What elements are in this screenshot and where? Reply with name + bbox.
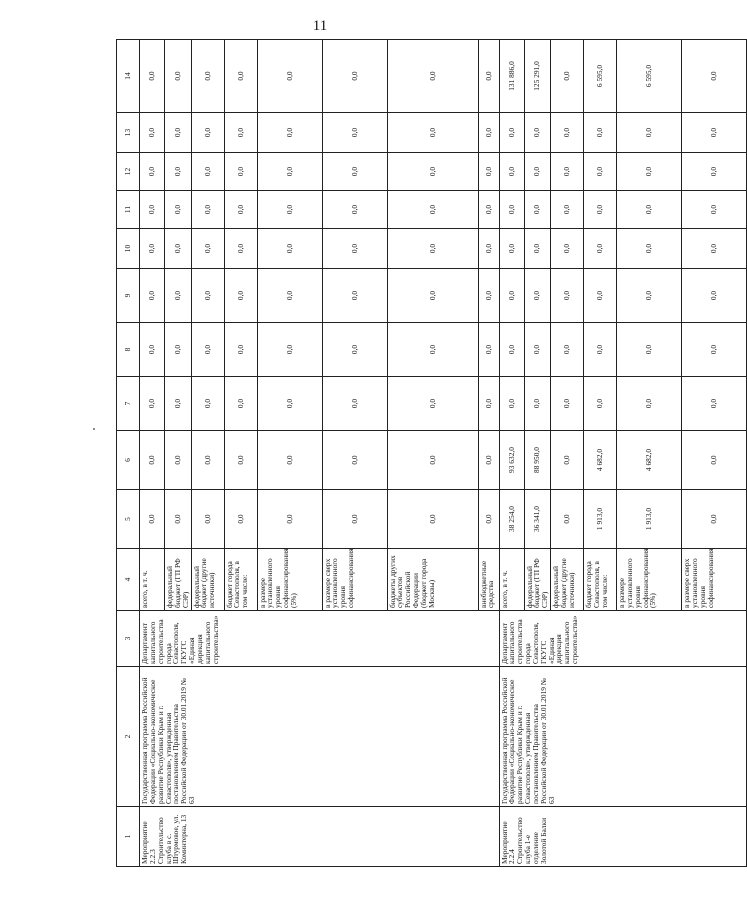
funding-source-cell: в размере установленного уровня софинансирования (5%): [617, 549, 682, 611]
budget-table: [116, 39, 747, 867]
value-cell: 0,0: [165, 431, 192, 490]
value-cell: 0,0: [191, 490, 224, 549]
program-cell: Государственная программа Российской Федерации «Социально-экономическое развитие Республики Крым и г. Севастополя», утвержденная постановлением Правительства Российской Федерации от 30.01.2019 № 63: [499, 667, 747, 807]
value-cell: 0,0: [551, 323, 584, 377]
value-cell: 0,0: [617, 377, 682, 431]
value-cell: 0,0: [387, 377, 478, 431]
value-cell: 0,0: [478, 113, 499, 153]
value-cell: 0,0: [682, 377, 747, 431]
funding-source-cell: федеральный бюджет (ГП РФ СЭР): [165, 549, 192, 611]
value-cell: 0,0: [584, 229, 617, 269]
value-cell: 0,0: [257, 40, 322, 113]
column-header: 11: [117, 191, 140, 229]
value-cell: 0,0: [191, 377, 224, 431]
value-cell: 0,0: [617, 269, 682, 323]
value-cell: 0,0: [682, 153, 747, 191]
value-cell: 1 913,0: [584, 490, 617, 549]
value-cell: 0,0: [165, 191, 192, 229]
value-cell: 0,0: [224, 229, 257, 269]
value-cell: 0,0: [524, 377, 551, 431]
value-cell: 0,0: [682, 431, 747, 490]
funding-source-cell: федеральный бюджет (другие источники): [551, 549, 584, 611]
value-cell: 0,0: [499, 269, 524, 323]
value-cell: 0,0: [322, 377, 387, 431]
value-cell: 0,0: [387, 113, 478, 153]
value-cell: 0,0: [584, 269, 617, 323]
value-cell: 0,0: [499, 153, 524, 191]
value-cell: 0,0: [551, 153, 584, 191]
value-cell: 0,0: [551, 229, 584, 269]
table-row: [140, 40, 165, 867]
value-cell: 0,0: [524, 229, 551, 269]
value-cell: 0,0: [322, 113, 387, 153]
column-header: 4: [117, 549, 140, 611]
value-cell: 0,0: [224, 40, 257, 113]
value-cell: 0,0: [617, 191, 682, 229]
value-cell: 0,0: [165, 269, 192, 323]
value-cell: 0,0: [257, 490, 322, 549]
value-cell: 0,0: [584, 191, 617, 229]
column-header: 2: [117, 667, 140, 807]
value-cell: 0,0: [478, 269, 499, 323]
value-cell: 0,0: [224, 191, 257, 229]
value-cell: 0,0: [191, 40, 224, 113]
value-cell: 0,0: [140, 377, 165, 431]
funding-source-cell: всего, в т. ч.: [499, 549, 524, 611]
value-cell: 0,0: [478, 490, 499, 549]
value-cell: 0,0: [478, 229, 499, 269]
value-cell: 0,0: [140, 229, 165, 269]
value-cell: 0,0: [551, 113, 584, 153]
value-cell: 0,0: [257, 113, 322, 153]
value-cell: 0,0: [524, 153, 551, 191]
value-cell: 0,0: [140, 323, 165, 377]
value-cell: 0,0: [617, 113, 682, 153]
value-cell: 0,0: [165, 229, 192, 269]
column-header: 1: [117, 807, 140, 867]
value-cell: 0,0: [322, 40, 387, 113]
value-cell: 0,0: [682, 191, 747, 229]
value-cell: 0,0: [165, 323, 192, 377]
value-cell: 0,0: [191, 191, 224, 229]
value-cell: 0,0: [140, 490, 165, 549]
executor-cell: Департамент капитального строительства города Севастополя, ГКУГС «Единая дирекция капитального строительства»: [140, 611, 500, 667]
column-header: 12: [117, 153, 140, 191]
value-cell: 0,0: [387, 191, 478, 229]
funding-source-cell: бюджет города Севастополя, в том числе:: [584, 549, 617, 611]
value-cell: 0,0: [551, 191, 584, 229]
value-cell: 0,0: [322, 323, 387, 377]
value-cell: 0,0: [617, 153, 682, 191]
value-cell: 0,0: [478, 153, 499, 191]
value-cell: 0,0: [257, 377, 322, 431]
value-cell: 0,0: [551, 377, 584, 431]
value-cell: 0,0: [524, 269, 551, 323]
value-cell: 0,0: [387, 153, 478, 191]
value-cell: 93 632,0: [499, 431, 524, 490]
table-row: [499, 40, 524, 867]
value-cell: 0,0: [140, 431, 165, 490]
funding-source-cell: бюджеты других субъектов Российской Федерации (бюджет города Москвы): [387, 549, 478, 611]
value-cell: 0,0: [140, 153, 165, 191]
funding-source-cell: бюджет города Севастополя, в том числе:: [224, 549, 257, 611]
value-cell: 0,0: [322, 191, 387, 229]
value-cell: 0,0: [617, 229, 682, 269]
value-cell: 38 254,0: [499, 490, 524, 549]
value-cell: 0,0: [524, 191, 551, 229]
header-row: [117, 40, 140, 867]
value-cell: 0,0: [322, 431, 387, 490]
value-cell: 0,0: [224, 269, 257, 323]
value-cell: 0,0: [140, 191, 165, 229]
value-cell: 0,0: [387, 229, 478, 269]
value-cell: 0,0: [224, 377, 257, 431]
scan-speck: [93, 428, 95, 430]
value-cell: 0,0: [191, 431, 224, 490]
column-header: 8: [117, 323, 140, 377]
value-cell: 0,0: [165, 113, 192, 153]
value-cell: 0,0: [257, 229, 322, 269]
value-cell: 0,0: [682, 323, 747, 377]
value-cell: 0,0: [682, 229, 747, 269]
value-cell: 0,0: [499, 323, 524, 377]
funding-source-cell: внебюджетные средства: [478, 549, 499, 611]
event-cell: Мероприятие 2.2.3 Строительство клуба в с. Штурмовое, ул. Коминтерна, 13: [140, 807, 500, 867]
value-cell: 0,0: [224, 153, 257, 191]
value-cell: 6 595,0: [584, 40, 617, 113]
value-cell: 0,0: [584, 153, 617, 191]
funding-source-cell: в размере установленного уровня софинансирования (5%): [257, 549, 322, 611]
value-cell: 0,0: [682, 113, 747, 153]
value-cell: 0,0: [191, 269, 224, 323]
value-cell: 0,0: [524, 323, 551, 377]
value-cell: 4 682,0: [617, 431, 682, 490]
value-cell: 0,0: [191, 113, 224, 153]
value-cell: 131 886,0: [499, 40, 524, 113]
value-cell: 0,0: [257, 323, 322, 377]
value-cell: 0,0: [224, 431, 257, 490]
value-cell: 0,0: [191, 229, 224, 269]
value-cell: 125 291,0: [524, 40, 551, 113]
value-cell: 0,0: [165, 377, 192, 431]
value-cell: 0,0: [478, 191, 499, 229]
value-cell: 0,0: [387, 323, 478, 377]
funding-source-cell: федеральный бюджет (ГП РФ СЭР): [524, 549, 551, 611]
column-header: 6: [117, 431, 140, 490]
value-cell: 0,0: [551, 40, 584, 113]
table-body: [140, 40, 747, 867]
column-header: 9: [117, 269, 140, 323]
value-cell: 0,0: [584, 323, 617, 377]
funding-source-cell: в размере сверх установленного уровня софинансирования: [322, 549, 387, 611]
program-cell: Государственная программа Российской Федерации «Социально-экономическое развитие Республики Крым и г. Севастополя», утвержденная постановлением Правительства Российской Федерации от 30.01.2019 № 63: [140, 667, 500, 807]
value-cell: 0,0: [524, 113, 551, 153]
value-cell: 0,0: [322, 490, 387, 549]
value-cell: 0,0: [478, 40, 499, 113]
value-cell: 0,0: [257, 431, 322, 490]
rotated-table-container: [116, 40, 719, 867]
value-cell: 0,0: [387, 40, 478, 113]
value-cell: 0,0: [224, 490, 257, 549]
value-cell: 0,0: [140, 113, 165, 153]
value-cell: 0,0: [499, 377, 524, 431]
value-cell: 0,0: [224, 323, 257, 377]
value-cell: 4 682,0: [584, 431, 617, 490]
value-cell: 0,0: [499, 113, 524, 153]
value-cell: 0,0: [478, 377, 499, 431]
column-header: 10: [117, 229, 140, 269]
value-cell: 0,0: [257, 269, 322, 323]
value-cell: 1 913,0: [617, 490, 682, 549]
value-cell: 0,0: [551, 269, 584, 323]
value-cell: 0,0: [682, 269, 747, 323]
value-cell: 0,0: [257, 153, 322, 191]
value-cell: 0,0: [224, 113, 257, 153]
value-cell: 0,0: [140, 40, 165, 113]
value-cell: 0,0: [584, 113, 617, 153]
executor-cell: Департамент капитального строительства города Севастополя, ГКУГС «Единая дирекция капитального строительства»: [499, 611, 747, 667]
value-cell: 0,0: [165, 153, 192, 191]
value-cell: 0,0: [478, 323, 499, 377]
value-cell: 0,0: [551, 490, 584, 549]
funding-source-cell: федеральный бюджет (другие источники): [191, 549, 224, 611]
value-cell: 0,0: [387, 490, 478, 549]
value-cell: 0,0: [165, 40, 192, 113]
value-cell: 0,0: [165, 490, 192, 549]
value-cell: 0,0: [140, 269, 165, 323]
value-cell: 0,0: [191, 153, 224, 191]
column-header: 14: [117, 40, 140, 113]
value-cell: 0,0: [499, 229, 524, 269]
column-header: 5: [117, 490, 140, 549]
value-cell: 0,0: [257, 191, 322, 229]
value-cell: 0,0: [191, 323, 224, 377]
value-cell: 0,0: [682, 490, 747, 549]
value-cell: 0,0: [387, 431, 478, 490]
value-cell: 0,0: [322, 229, 387, 269]
page-number: 11: [312, 18, 328, 34]
value-cell: 0,0: [499, 191, 524, 229]
column-header: 13: [117, 113, 140, 153]
funding-source-cell: в размере сверх установленного уровня софинансирования: [682, 549, 747, 611]
value-cell: 0,0: [322, 153, 387, 191]
value-cell: 0,0: [322, 269, 387, 323]
event-cell: Мероприятие 2.2.4 Строительство клуба 1-е отделение Золотой Балки: [499, 807, 747, 867]
value-cell: 0,0: [551, 431, 584, 490]
value-cell: 6 595,0: [617, 40, 682, 113]
value-cell: 0,0: [617, 323, 682, 377]
value-cell: 0,0: [478, 431, 499, 490]
funding-source-cell: всего, в т. ч.: [140, 549, 165, 611]
column-header: 7: [117, 377, 140, 431]
value-cell: 0,0: [387, 269, 478, 323]
value-cell: 36 341,0: [524, 490, 551, 549]
value-cell: 88 950,0: [524, 431, 551, 490]
column-header: 3: [117, 611, 140, 667]
value-cell: 0,0: [584, 377, 617, 431]
value-cell: 0,0: [682, 40, 747, 113]
